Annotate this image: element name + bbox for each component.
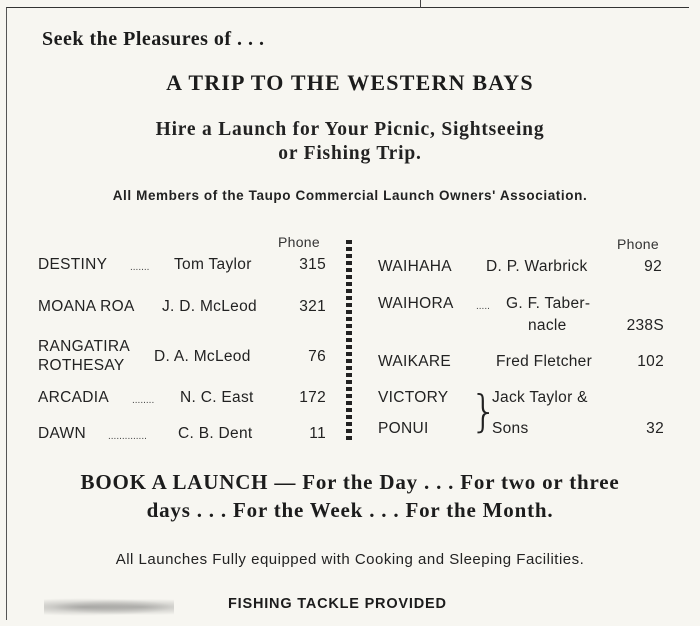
booking-block [0,468,700,524]
phone-header-left: Phone [278,234,320,250]
launch-name: WAIHORA [378,295,454,312]
launch-phone: 102 [637,353,664,370]
launch-owner: N. C. East [180,389,254,406]
booking-line-1: BOOK A LAUNCH — For the Day . . . For two or three [80,470,620,494]
launch-owner-2: Sons [492,420,529,437]
launch-name: DAWN [38,425,86,442]
leader-dots: ..... [476,301,490,312]
launch-phone: 11 [309,425,326,442]
launch-phone: 92 [644,258,662,275]
equipment-line: All Launches Fully equipped with Cooking and Sleeping Facilities. [115,551,585,568]
column-divider [346,240,352,442]
launch-owner: D. A. McLeod [154,348,251,365]
tackle-line: FISHING TACKLE PROVIDED [228,596,447,612]
launch-name-2: PONUI [378,420,429,437]
brace-mark: } [470,386,498,437]
booking-line-2: days . . . For the Week . . . For the Month. [146,498,554,522]
page-title: A TRIP TO THE WESTERN BAYS [166,70,534,95]
launch-owner: D. P. Warbrick [486,258,588,275]
launch-name: WAIKARE [378,353,452,370]
subtitle-line-1: Hire a Launch for Your Picnic, Sightseeing [155,119,545,140]
launch-phone: 238S [626,317,664,334]
leader-dots: ....... [130,262,150,273]
print-smudge [44,598,174,616]
launch-owner: J. D. McLeod [162,298,257,315]
top-rule-mark [420,0,421,8]
launch-owner: Fred Fletcher [496,353,593,370]
launch-name: RANGATIRA [38,338,130,355]
launch-name: MOANA ROA [38,298,135,315]
subtitle [0,118,700,166]
leader-dots: .............. [108,431,147,442]
launch-name: ARCADIA [38,389,110,406]
launch-phone: 315 [299,256,326,273]
leader-dots: ........ [132,395,155,406]
launch-phone: 172 [299,389,326,406]
launch-owner: Tom Taylor [174,256,252,273]
launch-owner: C. B. Dent [178,425,253,442]
launch-owner-2: nacle [528,317,567,334]
launch-name-2: ROTHESAY [38,357,125,374]
launch-owner: G. F. Taber- [506,295,591,312]
heading: Seek the Pleasures of . . . [42,28,265,50]
launch-name: DESTINY [38,256,108,273]
launch-name: WAIHAHA [378,258,452,275]
launch-owner: Jack Taylor & [492,389,588,406]
launch-phone: 76 [308,348,326,365]
launch-phone: 32 [646,420,664,437]
association-line: All Members of the Taupo Commercial Launch Owners' Association. [112,188,588,203]
phone-header-right: Phone [617,236,659,252]
launch-phone: 321 [299,298,326,315]
launch-name: VICTORY [378,389,449,406]
subtitle-line-2: or Fishing Trip. [278,143,422,164]
